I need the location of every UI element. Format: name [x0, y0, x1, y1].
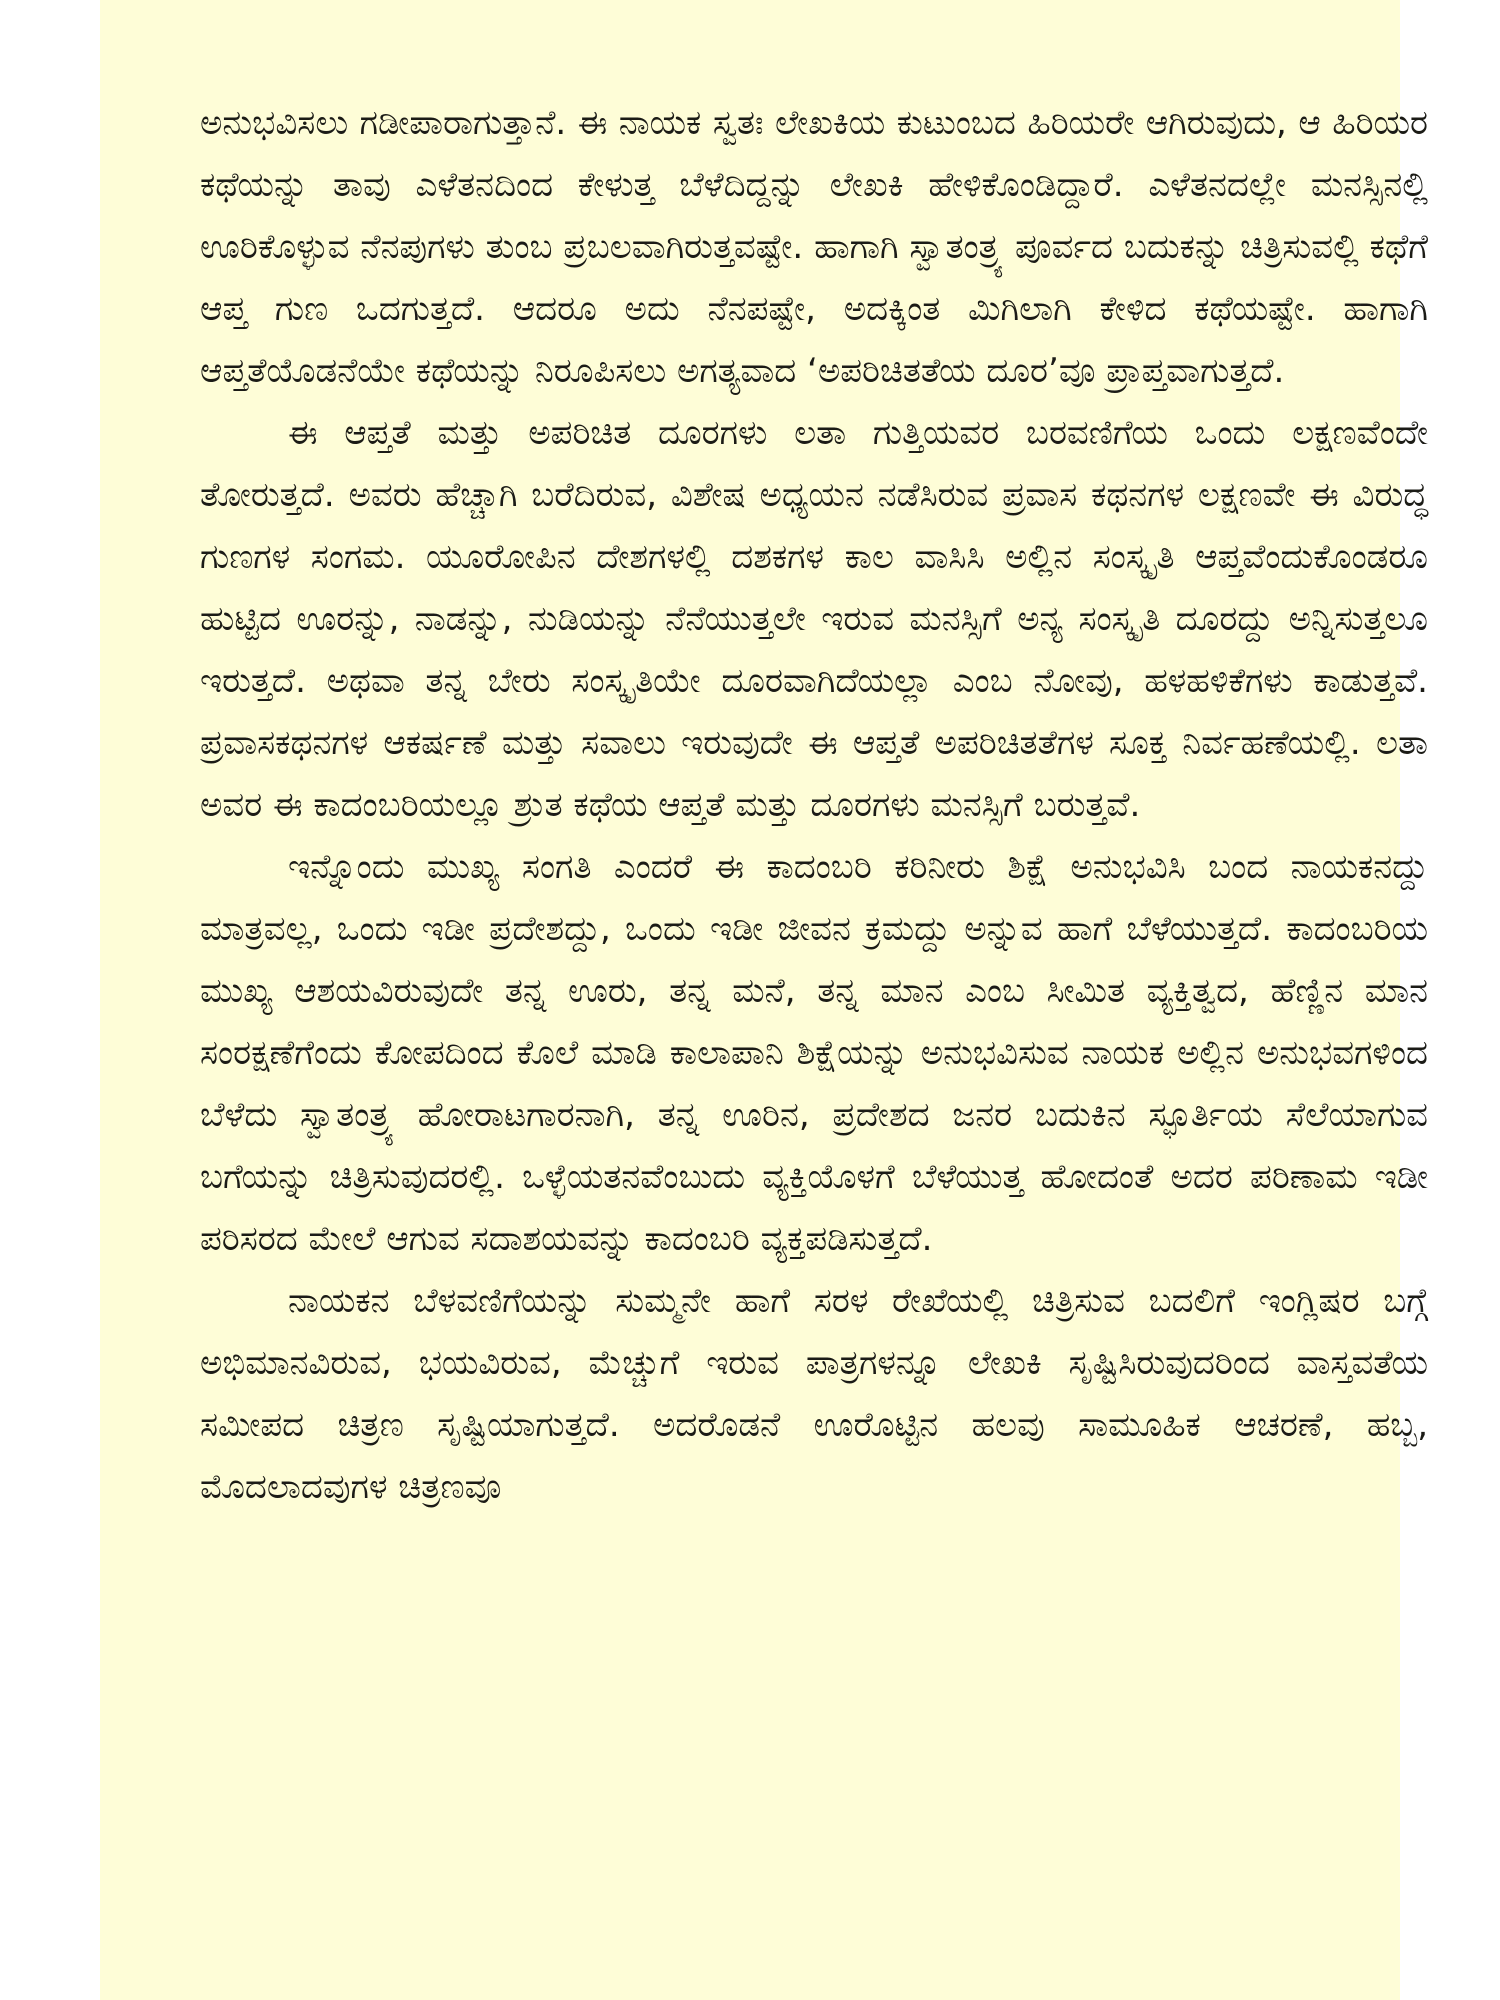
paragraph-2: ಈ ಆಪ್ತತೆ ಮತ್ತು ಅಪರಿಚಿತ ದೂರಗಳು ಲತಾ ಗುತ್ತಿಯವರ ಬರವಣಿಗೆಯ ಒಂದು ಲಕ್ಷಣವೆಂದೇ ತೋರುತ್ತದೆ. ಅವರು ಹೆಚ್ಚಾಗಿ ಬರೆದಿರುವ, ವಿಶೇಷ ಅಧ್ಯಯನ ನಡೆಸಿರುವ ಪ್ರವಾಸ ಕಥನಗಳ ಲಕ್ಷಣವೇ ಈ ವಿರುದ್ಧ ಗುಣಗಳ ಸಂಗಮ. ಯೂರೋಪಿನ ದೇಶಗಳಲ್ಲಿ ದಶಕಗಳ ಕಾಲ ವಾಸಿಸಿ ಅಲ್ಲಿನ ಸಂಸ್ಕೃತಿ ಆಪ್ತವೆಂದುಕೊಂಡರೂ ಹುಟ್ಟಿದ ಊರನ್ನು, ನಾಡನ್ನು, ನುಡಿಯನ್ನು ನೆನೆಯುತ್ತಲೇ ಇರುವ ಮನಸ್ಸಿಗೆ ಅನ್ಯ ಸಂಸ್ಕೃತಿ ದೂರದ್ದು ಅನ್ನಿಸುತ್ತಲೂ ಇರುತ್ತದೆ. ಅಥವಾ ತನ್ನ ಬೇರು ಸಂಸ್ಕೃತಿಯೇ ದೂರವಾಗಿದೆಯಲ್ಲಾ ಎಂಬ ನೋವು, ಹಳಹಳಿಕೆಗಳು ಕಾಡುತ್ತವೆ. ಪ್ರವಾಸಕಥನಗಳ ಆಕರ್ಷಣೆ ಮತ್ತು ಸವಾಲು ಇರುವುದೇ ಈ ಆಪ್ತತೆ ಅಪರಿಚಿತತೆಗಳ ಸೂಕ್ತ ನಿರ್ವಹಣೆಯಲ್ಲಿ. ಲತಾ ಅವರ ಈ ಕಾದಂಬರಿಯಲ್ಲೂ ಶ್ರುತ ಕಥೆಯ ಆಪ್ತತೆ ಮತ್ತು ದೂರಗಳು ಮನಸ್ಸಿಗೆ ಬರುತ್ತವೆ. — [200, 413, 1428, 825]
paragraph-1: ಅನುಭವಿಸಲು ಗಡೀಪಾರಾಗುತ್ತಾನೆ. ಈ ನಾಯಕ ಸ್ವತಃ ಲೇಖಕಿಯ ಕುಟುಂಬದ ಹಿರಿಯರೇ ಆಗಿರುವುದು, ಆ ಹಿರಿಯರ ಕಥೆಯನ್ನು ತಾವು ಎಳೆತನದಿಂದ ಕೇಳುತ್ತ ಬೆಳೆದಿದ್ದನ್ನು ಲೇಖಕಿ ಹೇಳಿಕೊಂಡಿದ್ದಾರೆ. ಎಳೆತನದಲ್ಲೇ ಮನಸ್ಸಿನಲ್ಲಿ ಊರಿಕೊಳ್ಳುವ ನೆನಪುಗಳು ತುಂಬ ಪ್ರಬಲವಾಗಿರುತ್ತವಷ್ಟೇ. ಹಾಗಾಗಿ ಸ್ವಾತಂತ್ರ್ಯ ಪೂರ್ವದ ಬದುಕನ್ನು ಚಿತ್ರಿಸುವಲ್ಲಿ ಕಥೆಗೆ ಆಪ್ತ ಗುಣ ಒದಗುತ್ತದೆ. ಆದರೂ ಅದು ನೆನಪಷ್ಟೇ, ಅದಕ್ಕಿಂತ ಮಿಗಿಲಾಗಿ ಕೇಳಿದ ಕಥೆಯಷ್ಟೇ. ಹಾಗಾಗಿ ಆಪ್ತತೆಯೊಡನೆಯೇ ಕಥೆಯನ್ನು ನಿರೂಪಿಸಲು ಅಗತ್ಯವಾದ ‘ಅಪರಿಚಿತತೆಯ ದೂರ’ವೂ ಪ್ರಾಪ್ತವಾಗುತ್ತದೆ. — [200, 103, 1428, 391]
body-text — [200, 92, 1428, 1518]
paragraph-3: ಇನ್ನೊಂದು ಮುಖ್ಯ ಸಂಗತಿ ಎಂದರೆ ಈ ಕಾದಂಬರಿ ಕರಿನೀರು ಶಿಕ್ಷೆ ಅನುಭವಿಸಿ ಬಂದ ನಾಯಕನದ್ದು ಮಾತ್ರವಲ್ಲ, ಒಂದು ಇಡೀ ಪ್ರದೇಶದ್ದು, ಒಂದು ಇಡೀ ಜೀವನ ಕ್ರಮದ್ದು ಅನ್ನುವ ಹಾಗೆ ಬೆಳೆಯುತ್ತದೆ. ಕಾದಂಬರಿಯ ಮುಖ್ಯ ಆಶಯವಿರುವುದೇ ತನ್ನ ಊರು, ತನ್ನ ಮನೆ, ತನ್ನ ಮಾನ ಎಂಬ ಸೀಮಿತ ವ್ಯಕ್ತಿತ್ವದ, ಹೆಣ್ಣಿನ ಮಾನ ಸಂರಕ್ಷಣೆಗೆಂದು ಕೋಪದಿಂದ ಕೊಲೆ ಮಾಡಿ ಕಾಲಾಪಾನಿ ಶಿಕ್ಷೆಯನ್ನು ಅನುಭವಿಸುವ ನಾಯಕ ಅಲ್ಲಿನ ಅನುಭವಗಳಿಂದ ಬೆಳೆದು ಸ್ವಾತಂತ್ರ್ಯ ಹೋರಾಟಗಾರನಾಗಿ, ತನ್ನ ಊರಿನ, ಪ್ರದೇಶದ ಜನರ ಬದುಕಿನ ಸ್ಫೂರ್ತಿಯ ಸೆಲೆಯಾಗುವ ಬಗೆಯನ್ನು ಚಿತ್ರಿಸುವುದರಲ್ಲಿ. ಒಳ್ಳೆಯತನವೆಂಬುದು ವ್ಯಕ್ತಿಯೊಳಗೆ ಬೆಳೆಯುತ್ತ ಹೋದಂತೆ ಅದರ ಪರಿಣಾಮ ಇಡೀ ಪರಿಸರದ ಮೇಲೆ ಆಗುವ ಸದಾಶಯವನ್ನು ಕಾದಂಬರಿ ವ್ಯಕ್ತಪಡಿಸುತ್ತದೆ. — [200, 847, 1428, 1259]
paper-sheet — [100, 0, 1428, 2000]
paragraph-4: ನಾಯಕನ ಬೆಳವಣಿಗೆಯನ್ನು ಸುಮ್ಮನೇ ಹಾಗೆ ಸರಳ ರೇಖೆಯಲ್ಲಿ ಚಿತ್ರಿಸುವ ಬದಲಿಗೆ ಇಂಗ್ಲಿಷರ ಬಗ್ಗೆ ಅಭಿಮಾನವಿರುವ, ಭಯವಿರುವ, ಮೆಚ್ಚುಗೆ ಇರುವ ಪಾತ್ರಗಳನ್ನೂ ಲೇಖಕಿ ಸೃಷ್ಟಿಸಿರುವುದರಿಂದ ವಾಸ್ತವತೆಯ ಸಮೀಪದ ಚಿತ್ರಣ ಸೃಷ್ಟಿಯಾಗುತ್ತದೆ. ಅದರೊಡನೆ ಊರೊಟ್ಟಿನ ಹಲವು ಸಾಮೂಹಿಕ ಆಚರಣೆ, ಹಬ್ಬ, ಮೊದಲಾದವುಗಳ ಚಿತ್ರಣವೂ — [200, 1281, 1428, 1507]
